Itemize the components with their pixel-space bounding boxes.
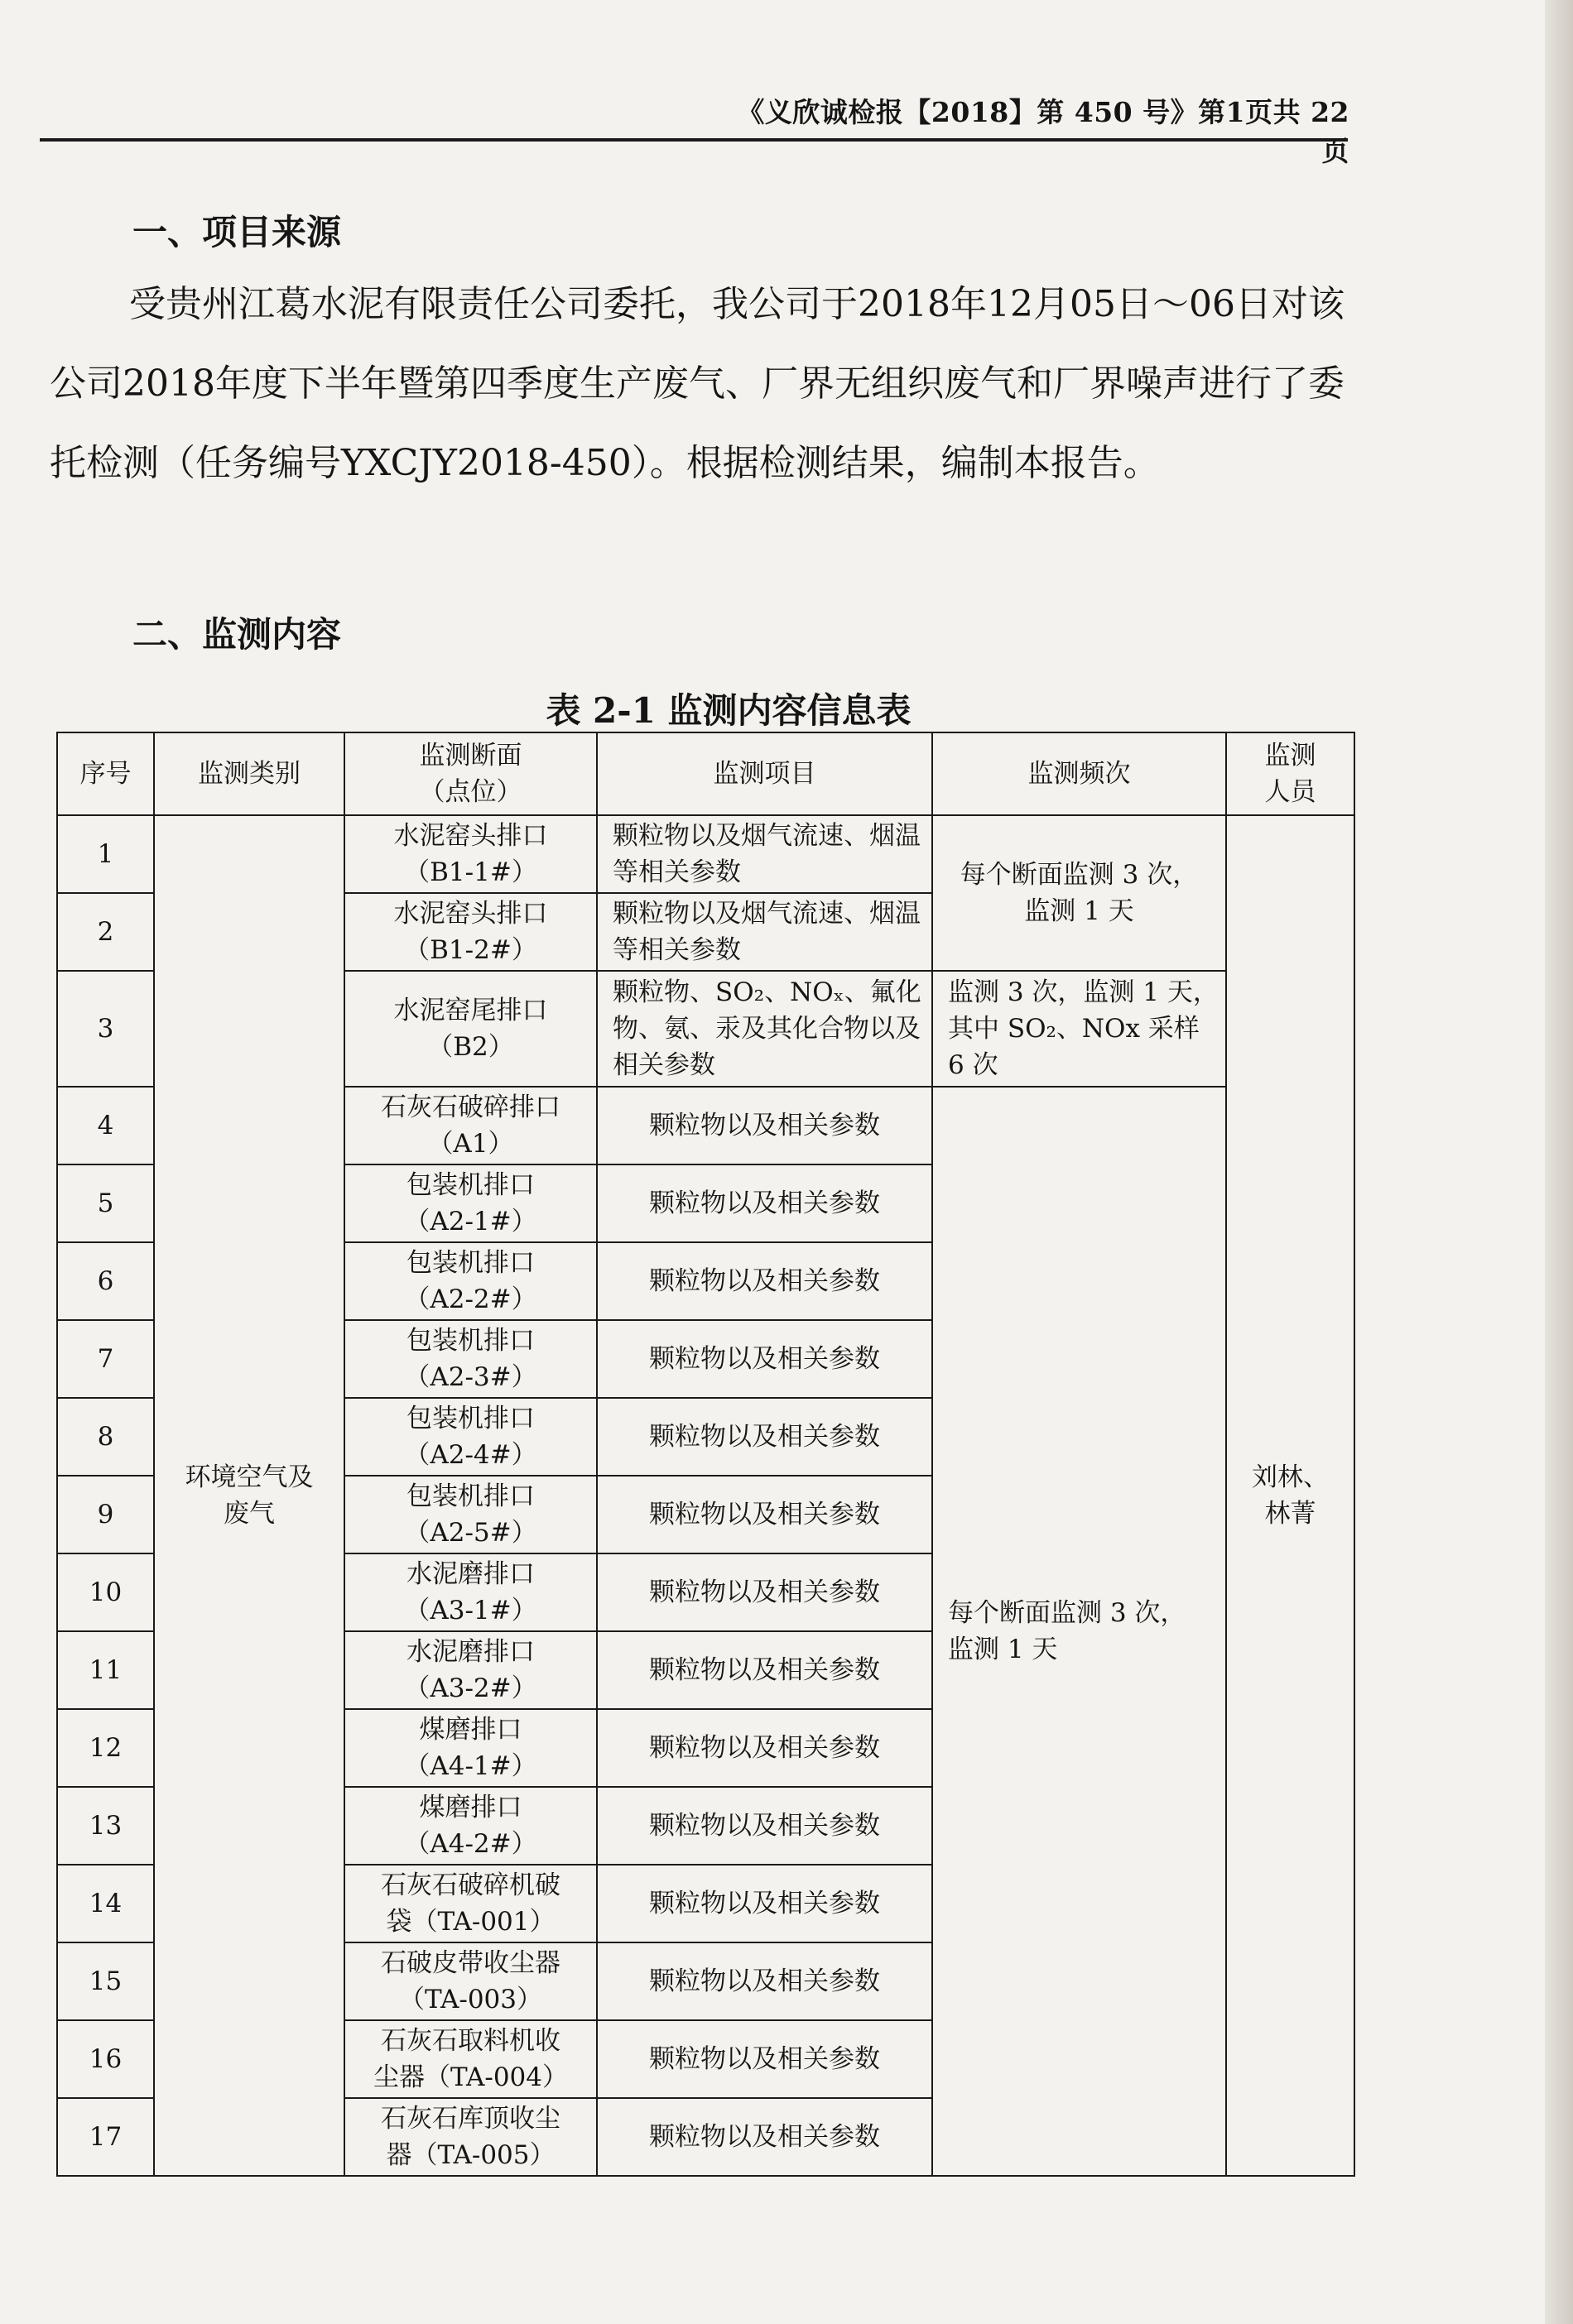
row-items: 颗粒物以及相关参数 — [597, 1787, 932, 1865]
section-title-content: 二、监测内容 — [132, 614, 342, 655]
row-seq: 1 — [57, 815, 154, 893]
row-section-line1: 水泥窑尾排口 — [393, 996, 548, 1025]
category-cell: 环境空气及废气 — [154, 815, 344, 2176]
header-staff-line2: 人员 — [1264, 777, 1316, 807]
row-seq: 15 — [57, 1942, 154, 2020]
row-items: 颗粒物以及相关参数 — [597, 1709, 932, 1787]
row-section — [344, 1164, 597, 1242]
row-section — [344, 1709, 597, 1787]
page-edge-shadow — [1545, 0, 1573, 2324]
row-seq: 5 — [57, 1164, 154, 1242]
frequency-cell: 监测 3 次，监测 1 天，其中 SO₂、NOx 采样 6 次 — [932, 971, 1226, 1087]
row-items: 颗粒物以及相关参数 — [597, 2098, 932, 2176]
row-section-line2: （A2-1#） — [404, 1207, 537, 1236]
row-section-line1: 包装机排口 — [406, 1170, 535, 1200]
row-section — [344, 815, 597, 893]
table-row — [57, 815, 1354, 893]
row-section-line1: 水泥磨排口 — [406, 1637, 535, 1667]
row-items: 颗粒物以及相关参数 — [597, 1242, 932, 1320]
row-items: 颗粒物以及相关参数 — [597, 1553, 932, 1631]
row-items: 颗粒物以及烟气流速、烟温等相关参数 — [597, 815, 932, 893]
row-seq: 16 — [57, 2020, 154, 2098]
report-reference: 《义欣诚检报【2018】第 450 号》第1页共 22 页 — [737, 96, 1349, 167]
row-seq: 9 — [57, 1476, 154, 1553]
table-header-row — [57, 732, 1354, 815]
row-section — [344, 1631, 597, 1709]
row-section-line1: 石灰石破碎排口 — [381, 1092, 560, 1122]
row-section-line1: 石灰石破碎机破 — [381, 1870, 560, 1900]
row-section — [344, 2098, 597, 2176]
row-section — [344, 1787, 597, 1865]
header-staff-line1: 监测 — [1264, 741, 1316, 771]
row-seq: 11 — [57, 1631, 154, 1709]
row-section — [344, 971, 597, 1087]
header-frequency: 监测频次 — [932, 732, 1226, 815]
row-section-line2: （A2-5#） — [404, 1518, 537, 1548]
row-section — [344, 1865, 597, 1942]
header-section-line1: 监测断面 — [419, 741, 522, 771]
table-title: 表 2-1 监测内容信息表 — [546, 690, 912, 731]
row-section-line2: （A2-4#） — [404, 1440, 537, 1470]
row-items: 颗粒物以及相关参数 — [597, 1087, 932, 1164]
row-section-line1: 包装机排口 — [406, 1248, 535, 1278]
row-section-line2: （A1） — [427, 1129, 514, 1159]
row-items: 颗粒物以及相关参数 — [597, 1398, 932, 1476]
row-items: 颗粒物、SO₂、NOₓ、氟化物、氨、汞及其化合物以及相关参数 — [597, 971, 932, 1087]
row-seq: 10 — [57, 1553, 154, 1631]
row-section — [344, 1942, 597, 2020]
frequency-cell: 每个断面监测 3 次，监测 1 天 — [932, 1087, 1226, 2176]
monitoring-table — [56, 732, 1355, 2177]
row-section-line2: （TA-003） — [398, 1985, 542, 2014]
row-section-line2: （B2） — [427, 1032, 514, 1062]
row-section — [344, 1087, 597, 1164]
header-staff — [1226, 732, 1354, 815]
row-seq: 12 — [57, 1709, 154, 1787]
header-section — [344, 732, 597, 815]
row-section-line1: 水泥窑头排口 — [393, 821, 548, 851]
header-rule — [40, 138, 1348, 142]
row-section-line2: （A2-2#） — [404, 1284, 537, 1314]
row-section-line1: 石灰石库顶收尘 — [381, 2104, 560, 2134]
row-section-line1: 石破皮带收尘器 — [381, 1948, 560, 1978]
frequency-cell: 每个断面监测 3 次，监测 1 天 — [932, 815, 1226, 971]
row-items: 颗粒物以及相关参数 — [597, 1865, 932, 1942]
row-seq: 8 — [57, 1398, 154, 1476]
row-section-line1: 石灰石取料机收 — [381, 2026, 560, 2056]
row-section-line2: 袋（TA-001） — [386, 1907, 556, 1937]
header-seq: 序号 — [57, 732, 154, 815]
row-section-line2: （A3-2#） — [404, 1673, 537, 1703]
row-section — [344, 1476, 597, 1553]
staff-cell: 刘林、林菁 — [1226, 815, 1354, 2176]
row-seq: 2 — [57, 893, 154, 971]
row-items: 颗粒物以及相关参数 — [597, 1631, 932, 1709]
row-seq: 13 — [57, 1787, 154, 1865]
row-section-line1: 煤磨排口 — [419, 1793, 522, 1822]
row-items: 颗粒物以及相关参数 — [597, 1164, 932, 1242]
row-seq: 14 — [57, 1865, 154, 1942]
row-section-line2: （A4-2#） — [404, 1829, 537, 1859]
row-section-line2: （A4-1#） — [404, 1751, 537, 1781]
row-section — [344, 1320, 597, 1398]
row-seq: 17 — [57, 2098, 154, 2176]
row-seq: 7 — [57, 1320, 154, 1398]
row-section-line2: 尘器（TA-004） — [373, 2062, 568, 2092]
row-section — [344, 1242, 597, 1320]
header-section-line2: （点位） — [419, 777, 522, 807]
row-section — [344, 2020, 597, 2098]
header-items: 监测项目 — [597, 732, 932, 815]
row-items: 颗粒物以及相关参数 — [597, 2020, 932, 2098]
row-section-line2: （B1-1#） — [404, 857, 537, 887]
row-section-line2: （A3-1#） — [404, 1596, 537, 1625]
row-section-line2: （B1-2#） — [404, 935, 537, 965]
header-category: 监测类别 — [154, 732, 344, 815]
row-seq: 3 — [57, 971, 154, 1087]
section-title-source: 一、项目来源 — [132, 212, 342, 252]
row-section-line1: 包装机排口 — [406, 1404, 535, 1433]
row-section — [344, 1553, 597, 1631]
row-section-line1: 包装机排口 — [406, 1481, 535, 1511]
row-section-line1: 包装机排口 — [406, 1326, 535, 1356]
row-items: 颗粒物以及烟气流速、烟温等相关参数 — [597, 893, 932, 971]
row-section-line1: 水泥窑头排口 — [393, 899, 548, 929]
row-items: 颗粒物以及相关参数 — [597, 1320, 932, 1398]
row-section-line1: 煤磨排口 — [419, 1715, 522, 1745]
row-seq: 6 — [57, 1242, 154, 1320]
row-section-line2: （A2-3#） — [404, 1362, 537, 1392]
row-items: 颗粒物以及相关参数 — [597, 1942, 932, 2020]
row-section — [344, 893, 597, 971]
row-section — [344, 1398, 597, 1476]
row-items: 颗粒物以及相关参数 — [597, 1476, 932, 1553]
row-seq: 4 — [57, 1087, 154, 1164]
row-section-line2: 器（TA-005） — [386, 2140, 556, 2170]
project-source-paragraph: 受贵州江葛水泥有限责任公司委托，我公司于2018年12月05日～06日对该公司2018年度下半年暨第四季度生产废气、厂界无组织废气和厂界噪声进行了委托检测（任务编号YXCJY2018-450）。根据检测结果，编制本报告。 — [50, 283, 1345, 484]
row-section-line1: 水泥磨排口 — [406, 1559, 535, 1589]
